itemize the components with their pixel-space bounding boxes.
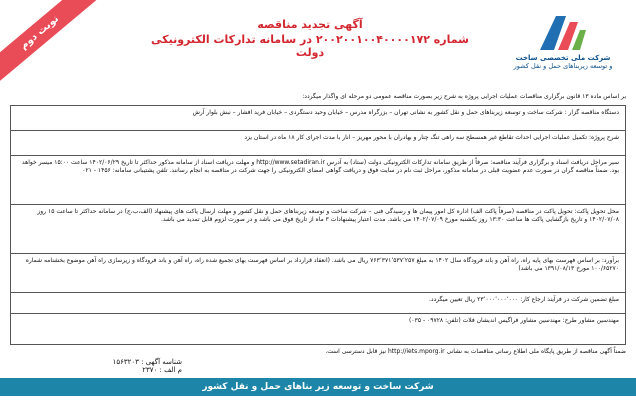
- logo-text-1: شرکت ملی تخصصی ساخت: [515, 54, 611, 62]
- logo-text-2: و توسعه زیربناهای حمل و نقل کشور: [513, 62, 613, 70]
- row-employer: دستگاه مناقصه گزار : شرکت ساخت و توسعه زیربناهای حمل و نقل کشور به نشانی تهران – بزرگراه مدرس – خیابان وحید دستگردی – خیابان فرید افشار – نبش بلوار آرش: [192, 109, 619, 116]
- row-estimate: برآورد: بر اساس فهرست بهای پایه راه، راه آهن و باند فرودگاه سال ۱۴۰۲ به مبلغ ۷۶۳٬۳۷۱٬۵۳۷٬۲۵۷ ریال می باشد. (انعقاد قرارداد بر اساس فهرست بهای تجمیع شده راه، راه آهن و باند فرودگاه و زیرسازی راه آهن موضوع بخشنامه شماره ۱۰۰/۶۵۲۷۰ مورخ ۱۳۹۱/۰۸/۱۳ می باشد): [11, 253, 625, 292]
- notice-id: شناسه آگهی : ۱۵۶۳۲۰۳: [112, 358, 182, 366]
- notice-mf: م الف : ۲۳۷۰: [142, 366, 182, 374]
- footer-note: ضمناً آگهی مناقصه از طریق پایگاه ملی اطلاع رسانی مناقصات به نشانی http://iets.mporg.ir نیز قابل دسترسی است.: [325, 348, 626, 355]
- notice-codes: [12, 358, 182, 374]
- notice-title: آگهی تجدید مناقصه: [257, 18, 363, 31]
- row-process: سیر مراحل دریافت اسناد و برگزاری فرآیند مناقصه: صرفاً از طریق سامانه تدارکات الکترونیکی دولت (ستاد) به آدرس http://www.setadiran.ir و مهلت دریافت اسناد از سامانه مذکور حداکثر تا تاریخ ۱۴۰۲/۰۶/۲۹ ساعت ۱۵:۰۰ میسر خواهد بود. ضمناً مناقصه گران در صورت عدم عضویت قبلی در سامانه مذکور، مراحل ثبت نام در سایت فوق و دریافت گواهی امضای الکترونیکی را جهت شرکت در مناقصه به انجام رسانند. تلفن پشتیبانی سامانه: ۱۴۵۶ - ۰۲۱: [11, 155, 625, 204]
- company-logo: [498, 10, 628, 80]
- logo-mark-icon: [534, 10, 592, 52]
- intro-text: بر اساس ماده ۱۳ قانون برگزاری مناقصات عملیات اجرایی پروژه به شرح زیر بصورت مناقصه عمومی دو مرحله ای واگذار میگردد:: [302, 93, 626, 100]
- notice-header: [140, 18, 480, 59]
- notice-number: شماره ۲۰۰۲۰۰۱۰۰۴۰۰۰۰۱۷۲ در سامانه تدارکات الکترونیکی دولت: [151, 33, 469, 59]
- row-guarantee: مبلغ تضمین شرکت در فرآیند ارجاع کار: ۲۳٬۰۰۰٬۰۰۰٬۰۰۰ ریال تعیین میگردد.: [11, 292, 625, 313]
- row-project: شرح پروژه: تکمیل عملیات اجرایی احداث تقاطع غیر همسطح سه راهی تنگ چنار و بهادران با محور مهریز – انار با مدت اجرای کار ۱۸ ماه در استان یزد: [11, 130, 625, 155]
- bottom-company-bar: شرکت ساخت و توسعه زیر بناهای حمل و نقل کشور: [0, 378, 636, 396]
- row-delivery: محل تحویل پاکت: تحویل پاکت در مناقصه (صرفاً پاکت الف) اداره کل امور پیمان ها و رسیدگی فنی – شرکت ساخت و توسعه زیربناهای حمل و نقل کشور و مهلت ارسال پاکت های پیشنهاد (الف،ب،ج) در سامانه حداکثر تا ساعت ۱۵ روز ۱۴۰۲/۰۷/۰۸ و تاریخ بازگشایی پاکت ها ساعت ۱۳:۳۰ روز یکشنبه مورخ ۱۴۰۲/۰۷/۰۹ می باشد. مدت اعتبار پیشنهادات ۳ ماه از تاریخ فوق می باشد و در صورت لزوم قابل تمدید می باشد.: [11, 204, 625, 253]
- details-table: [10, 105, 626, 345]
- second-notice-ribbon: نوبت دوم: [0, 0, 101, 86]
- row-consultant: مهندسین مشاور طرح: مهندسین مشاور فراگیس اندیشان فلات (تلفن: ۰۹۷۲۸ - ۰۳۵): [11, 313, 625, 334]
